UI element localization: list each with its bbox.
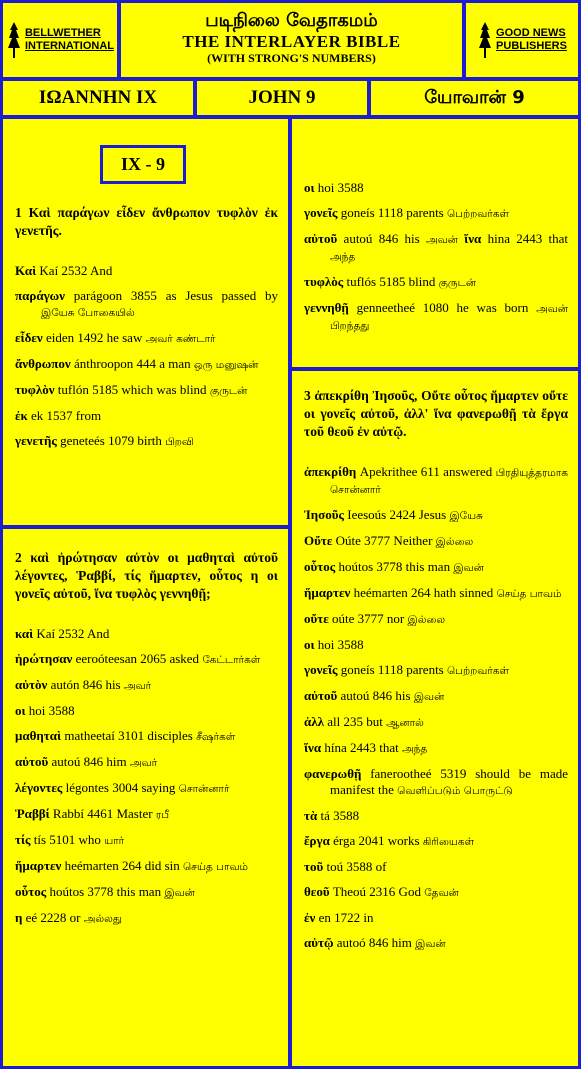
verse-2-entries (15, 626, 278, 927)
verse-2-continued-panel (292, 119, 578, 367)
verse-1-panel (3, 119, 288, 525)
transliteration-gloss: fanerootheé 5319 should be made manifest the (330, 766, 568, 797)
verse-1-entries (15, 263, 278, 450)
word-entry (15, 703, 278, 719)
transliteration-gloss: oúte 3777 nor (332, 611, 405, 626)
word-entry (15, 408, 278, 424)
transliteration-gloss: geneteés 1079 birth (60, 433, 162, 448)
word-entry (304, 205, 568, 222)
greek-word: Ῥαββί (15, 806, 50, 821)
greek-word: φανερωθῇ (304, 766, 362, 781)
greek-word: ἥμαρτεν (304, 585, 351, 600)
word-entry (304, 300, 568, 334)
word-entry (15, 832, 278, 849)
transliteration-gloss: Oúte 3777 Neither (335, 533, 433, 548)
tamil-gloss: இயேசு போகையில் (41, 307, 135, 319)
tamil-gloss: அவர் (123, 680, 152, 692)
tamil-gloss: பெற்றவர்கள் (447, 208, 510, 220)
word-entry (304, 662, 568, 679)
greek-word: μαθηταὶ (15, 728, 62, 743)
tamil-gloss: சொன்னார் (178, 783, 230, 795)
word-entry (15, 677, 278, 694)
greek-word: τυφλὸς (304, 274, 344, 289)
transliteration-gloss: autón 846 his (50, 677, 121, 692)
tamil-gloss: யார் (104, 835, 125, 847)
transliteration-gloss: autoú 846 him (51, 754, 127, 769)
greek-word: ἀλλ (304, 714, 325, 729)
transliteration-gloss: tá 3588 (320, 808, 360, 823)
tamil-gloss: ஒரு மனுஷன் (193, 359, 259, 371)
transliteration-gloss: eeroóteesan 2065 asked (75, 651, 200, 666)
greek-word: ἄνθρωπον (15, 356, 71, 371)
bellwether-logo (3, 3, 117, 77)
tamil-gloss: இயேசு (449, 510, 483, 522)
word-entry (304, 808, 568, 824)
greek-word: οι (304, 180, 315, 195)
transliteration-gloss: Kaí 2532 And (36, 626, 110, 641)
transliteration-gloss: heémarten 264 hath sinned (353, 585, 494, 600)
verse-3-panel (292, 371, 578, 1066)
transliteration-gloss: hína 2443 that (324, 740, 399, 755)
tamil-gloss: அந்த (402, 743, 428, 755)
greek-word: θεοῦ (304, 884, 330, 899)
greek-word: οι (304, 637, 315, 652)
tamil-gloss: அவன் பிறந்தது (330, 303, 568, 332)
transliteration-gloss: tuflós 5185 blind (346, 274, 436, 289)
tamil-gloss: அல்லது (83, 913, 122, 925)
transliteration-gloss: goneís 1118 parents (340, 205, 444, 220)
greek-word: τοῦ (304, 859, 324, 874)
greek-word: τὰ (304, 808, 318, 823)
word-entry (304, 714, 568, 731)
greek-word: Οὔτε (304, 533, 333, 548)
greek-word: καὶ (15, 626, 34, 641)
word-entry (304, 766, 568, 799)
greek-word: αὐτοῦ (304, 688, 338, 703)
tamil-gloss: தேவன் (424, 887, 459, 899)
transliteration-gloss: hoútos 3778 this man (338, 559, 451, 574)
tamil-gloss: ரபீ (155, 809, 170, 821)
transliteration-gloss: tuflón 5185 which was blind (57, 382, 207, 397)
title-block (121, 3, 462, 77)
subtitle: (WITH STRONG'S NUMBERS) (207, 51, 376, 65)
word-entry (304, 559, 568, 576)
greek-word: εἶδεν (15, 330, 43, 345)
transliteration-gloss: hoi 3588 (317, 180, 364, 195)
word-entry (304, 274, 568, 291)
tamil-gloss: பெற்றவர்கள் (447, 665, 510, 677)
logo-line-1: BELLWETHER (24, 27, 101, 39)
greek-word: γονεῖς (304, 662, 338, 677)
book-english: JOHN 9 (197, 81, 367, 115)
logo-line-1: GOOD NEWS (496, 27, 566, 39)
greek-word: αὐτοῦ (15, 754, 49, 769)
transliteration-gloss: Theoú 2316 God (332, 884, 421, 899)
book-tamil: யோவான் 9 (371, 81, 578, 115)
word-entry (304, 180, 568, 196)
word-entry (304, 935, 568, 952)
word-entry (15, 626, 278, 642)
tamil-gloss: அவர் (129, 757, 158, 769)
transliteration-gloss: eiden 1492 he saw (45, 330, 143, 345)
word-entry (304, 585, 568, 602)
word-entry (15, 651, 278, 668)
tamil-gloss: குருடன் (438, 277, 477, 289)
greek-word: ἀπεκρίθη (304, 464, 357, 479)
word-entry (304, 688, 568, 705)
verse-3-entries (304, 464, 568, 952)
word-entry (304, 910, 568, 926)
greek-word: η (15, 910, 23, 925)
tamil-gloss: அந்த (330, 251, 356, 263)
tamil-gloss: இல்லை (407, 614, 446, 626)
word-entry (304, 507, 568, 524)
transliteration-gloss: autoú 846 his (340, 688, 411, 703)
word-entry (304, 611, 568, 628)
word-entry (15, 433, 278, 450)
tamil-gloss: இவன் (164, 887, 195, 899)
tamil-gloss: செய்த பாவம் (183, 861, 248, 873)
title-tamil: படிநிலை வேதாகமம் (205, 10, 378, 31)
greek-word: ἵνα (464, 231, 482, 246)
greek-word: ἠρώτησαν (15, 651, 73, 666)
word-entry (15, 858, 278, 875)
tamil-gloss: இவன் (453, 562, 484, 574)
transliteration-gloss: ánthroopon 444 a man (74, 356, 191, 371)
greek-word: ἥμαρτεν (15, 858, 62, 873)
transliteration-gloss: Rabbí 4461 Master (52, 806, 153, 821)
logo-line-2: INTERNATIONAL (24, 40, 114, 52)
greek-word: ἔργα (304, 833, 330, 848)
good-news-text (496, 27, 567, 53)
verse-2-continued-entries (304, 180, 568, 334)
tamil-gloss: பிறவி (165, 436, 194, 448)
greek-word: τυφλὸν (15, 382, 55, 397)
tamil-gloss: கிரியைகள் (422, 836, 475, 848)
tamil-gloss: அவன் (425, 234, 458, 246)
word-entry (15, 884, 278, 901)
word-entry (304, 637, 568, 653)
transliteration-gloss: autoú 846 his (343, 231, 420, 246)
verse-2-panel (3, 529, 288, 1066)
tamil-gloss: பிரதியுத்தரமாக சொன்னார் (330, 467, 569, 496)
greek-word: παράγων (15, 288, 65, 303)
transliteration-gloss: hoi 3588 (28, 703, 75, 718)
transliteration-gloss: érga 2041 works (333, 833, 420, 848)
good-news-logo (466, 3, 578, 77)
greek-word: ἐν (304, 910, 316, 925)
word-entry (304, 231, 568, 265)
bellwether-text (25, 27, 114, 53)
greek-word: οὔτε (304, 611, 329, 626)
transliteration-gloss: Kaí 2532 And (39, 263, 113, 278)
tamil-gloss: குருடன் (209, 385, 248, 397)
word-entry (15, 910, 278, 927)
tamil-gloss: வெளிப்படும் பொருட்டு (397, 785, 513, 797)
tamil-gloss: இவன் (413, 691, 445, 703)
verse-3-text: 3 ἀπεκρίθη Ἰησοῦς, Οὔτε οὗτος ἥμαρτεν οὔτε οι γονεῖς αὐτοῦ, ἀλλ' ἵνα φανερωθῇ τὰ ἔργα τοῦ θεοῦ ἐν αὐτῷ. (304, 388, 568, 439)
word-entry (15, 330, 278, 347)
greek-word: γενετῆς (15, 433, 57, 448)
transliteration-gloss: hina 2443 that (487, 231, 569, 246)
greek-word: αὐτοῦ (304, 231, 338, 246)
tamil-gloss: அவர் கண்டார் (145, 333, 216, 345)
tamil-gloss: இல்லை (435, 536, 474, 548)
greek-word: αὐτὸν (15, 677, 48, 692)
word-entry (304, 740, 568, 757)
greek-word: Καὶ (15, 263, 37, 278)
transliteration-gloss: goneís 1118 parents (340, 662, 444, 677)
verse-1-text: 1 Καὶ παράγων εἶδεν ἄνθρωπον τυφλὸν ἐκ γενετῆς. (15, 205, 278, 238)
transliteration-gloss: parágoon 3855 as Jesus passed by (73, 288, 279, 303)
word-entry (15, 754, 278, 771)
word-entry (304, 859, 568, 875)
transliteration-gloss: Ieesoús 2424 Jesus (347, 507, 447, 522)
greek-word: γεννηθῇ (304, 300, 349, 315)
transliteration-gloss: genneetheé 1080 he was born (356, 300, 529, 315)
transliteration-gloss: all 235 but (327, 714, 383, 729)
title-english: THE INTERLAYER BIBLE (182, 32, 401, 51)
tamil-gloss: இவன் (415, 938, 446, 950)
tamil-gloss: கேட்டார்கள் (202, 654, 261, 666)
greek-word: Ἰησοῦς (304, 507, 344, 522)
word-entry (304, 833, 568, 850)
word-entry (15, 356, 278, 373)
word-entry (15, 263, 278, 279)
transliteration-gloss: légontes 3004 saying (65, 780, 176, 795)
transliteration-gloss: Apekrithee 611 answered (359, 464, 493, 479)
greek-word: ἐκ (15, 408, 28, 423)
transliteration-gloss: en 1722 in (318, 910, 374, 925)
greek-word: οὗτος (15, 884, 47, 899)
greek-word: γονεῖς (304, 205, 338, 220)
tamil-gloss: ஆனால் (386, 717, 424, 729)
transliteration-gloss: ek 1537 from (31, 408, 102, 423)
greek-word: τίς (15, 832, 31, 847)
logo-line-2: PUBLISHERS (496, 40, 567, 52)
transliteration-gloss: heémarten 264 did sin (64, 858, 180, 873)
verse-2-text: 2 καὶ ἠρώτησαν αὐτὸν οι μαθηταὶ αὐτοῦ λέγοντες, Ῥαββί, τίς ἥμαρτεν, οὗτος η οι γονεῖς αὐτοῦ, ἵνα τυφλὸς γεννηθῇ; (15, 550, 278, 601)
transliteration-gloss: tís 5101 who (33, 832, 101, 847)
tamil-gloss: சீஷர்கள் (196, 731, 236, 743)
chapter-label: IX - 9 (100, 145, 186, 184)
greek-word: αὐτῷ (304, 935, 334, 950)
word-entry (15, 728, 278, 745)
word-entry (304, 533, 568, 550)
book-greek: IΩANNHN IX (3, 81, 193, 115)
tree-icon (477, 20, 493, 60)
transliteration-gloss: autoó 846 him (336, 935, 412, 950)
word-entry (304, 884, 568, 901)
transliteration-gloss: matheetaí 3101 disciples (64, 728, 193, 743)
tree-icon (6, 20, 22, 60)
word-entry (15, 780, 278, 797)
greek-word: λέγοντες (15, 780, 63, 795)
greek-word: οὗτος (304, 559, 336, 574)
greek-word: ἵνα (304, 740, 322, 755)
word-entry (15, 806, 278, 823)
transliteration-gloss: toú 3588 of (326, 859, 387, 874)
word-entry (304, 464, 568, 498)
transliteration-gloss: hoútos 3778 this man (49, 884, 162, 899)
greek-word: οι (15, 703, 26, 718)
word-entry (15, 288, 278, 321)
transliteration-gloss: hoi 3588 (317, 637, 364, 652)
tamil-gloss: செய்த பாவம் (496, 588, 562, 600)
word-entry (15, 382, 278, 399)
transliteration-gloss: eé 2228 or (25, 910, 81, 925)
